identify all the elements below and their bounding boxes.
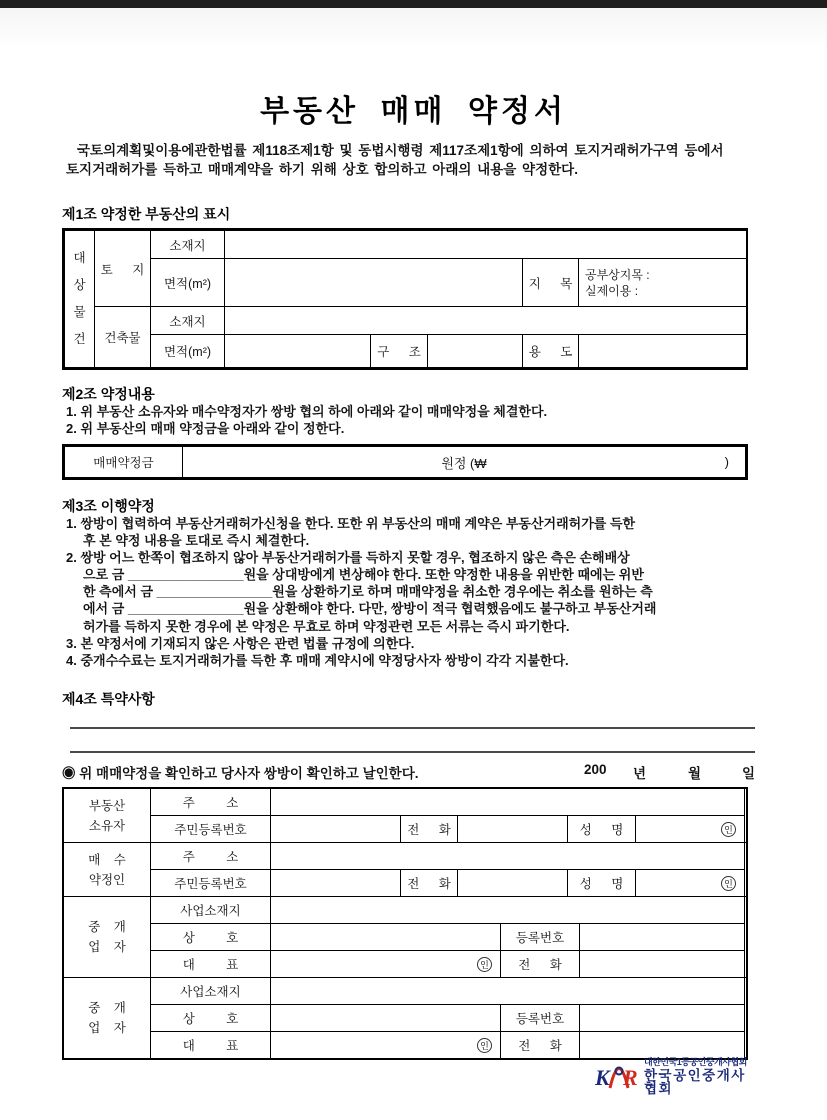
broker1-company-label: 상 호 [151,924,271,951]
owner-phone-label: 전 화 [401,816,458,843]
owner-label-line2: 소유자 [88,818,126,833]
jimok-official-label: 공부상지목 : [585,267,650,282]
broker2-office-value [271,978,745,1005]
broker2-label-line1: 중 개 [88,1001,126,1015]
broker2-phone-label: 전 화 [501,1032,580,1059]
broker1-group [64,896,746,978]
broker1-phone-value [580,951,745,978]
article3-items [66,515,778,669]
buyer-phone-value [458,870,568,897]
owner-name-label: 성 명 [568,816,636,843]
jimok-value-cell [579,259,747,307]
intro-line-1: 국토의계획및이용에관한법률 제118조제1항 및 동법시행령 제117조제1항에 의하여 토지거래허가구역 등에서 [77,143,724,158]
year-value: 200 [584,762,607,777]
price-paren-close: ) [724,454,729,470]
object-header-cell [65,231,95,368]
buyer-group [64,842,746,897]
building-area-value [225,335,371,368]
owner-group-cell [64,789,151,843]
broker1-office-label: 사업소재지 [151,897,271,924]
article3-line: 에서 금 ________________원을 상환해야 한다. 다만, 쌍방이 적극 협력했음에도 불구하고 부동산거래 [83,601,657,617]
buyer-rrn-value [271,870,401,897]
confirmation-bullet-icon: ◉ [62,766,76,781]
buyer-name-label: 성 명 [568,870,636,897]
article3-line: 2. 쌍방 어느 한쪽이 협조하지 않아 부동산거래허가를 득하지 못할 경우, 협조하지 않은 측은 손해배상 [66,550,630,566]
jimok-actual-label: 실제이용 : [585,283,639,298]
broker1-group-cell [64,897,151,978]
land-header-cell: 토 지 [95,231,151,307]
broker2-rep-label: 대 표 [151,1032,271,1059]
owner-rrn-value [271,816,401,843]
structure-label: 구 조 [371,335,428,368]
article4-heading: 제4조 특약사항 [62,691,155,707]
article2-items [66,403,776,437]
article3-line: 허가를 득하지 못한 경우에 본 약정은 무효로 하며 약정관련 모든 서류는 즉시 파기한다. [83,618,570,634]
price-table [62,444,748,480]
year-label: 년 [633,766,647,781]
object-header-label: 대상물건 [73,251,86,346]
building-header-cell: 건축물 [95,307,151,368]
broker2-phone-value [580,1032,745,1059]
article3-line: 4. 중개수수료는 토지거래허가를 득한 후 매매 계약시에 약정당사자 쌍방이 각각 지불한다. [66,652,569,668]
month-label: 월 [688,766,702,781]
land-area-label: 면적(m²) [151,259,225,307]
broker1-seal-icon: 인 [477,957,492,972]
jimok-label: 지 목 [523,259,579,307]
broker2-office-label: 사업소재지 [151,978,271,1005]
day-label: 일 [742,766,756,781]
broker1-rep-label: 대 표 [151,951,271,978]
building-area-label: 면적(m²) [151,335,225,368]
special-terms-line-1 [70,727,755,729]
window-top-bar [0,0,827,8]
owner-group [64,788,746,843]
price-value-cell [183,447,746,478]
owner-name-value [636,816,745,843]
broker1-company-value [271,924,501,951]
article3-line: 3. 본 약정서에 기재되지 않은 사항은 관련 법률 규정에 의한다. [66,635,415,651]
structure-value [428,335,523,368]
broker1-label-line1: 중 개 [88,920,126,934]
broker2-regno-label: 등록번호 [501,1005,580,1032]
buyer-rrn-label: 주민등록번호 [151,870,271,897]
buyer-group-cell [64,843,151,897]
broker2-group-cell [64,978,151,1059]
owner-address-label: 주 소 [151,789,271,816]
buyer-address-label: 주 소 [151,843,271,870]
association-logo [595,1056,755,1095]
owner-label-line1: 부동산 [88,798,126,813]
article1-heading: 제1조 약정한 부동산의 표시 [62,206,231,222]
article2-item-2: 2. 위 부동산의 매매 약정금을 아래와 같이 정한다. [66,421,345,436]
owner-seal-icon: 인 [721,822,736,837]
broker1-regno-label: 등록번호 [501,924,580,951]
signature-table [62,787,748,1060]
confirmation-text: 위 매매약정을 확인하고 당사자 쌍방이 확인하고 날인한다. [79,766,419,781]
association-name-small: 대한민국1등공인중개사협회 [644,1057,747,1067]
association-name-large: 한국공인중개사협회 [644,1068,746,1096]
broker2-label-line2: 업 자 [88,1021,126,1035]
broker2-regno-value [580,1005,745,1032]
article2-item-1: 1. 위 부동산 소유자와 매수약정자가 쌍방 협의 하에 아래와 같이 매매약정을 체결한다. [66,404,548,419]
special-terms-line-2 [70,751,755,753]
broker1-label-line2: 업 자 [88,940,126,954]
broker2-company-value [271,1005,501,1032]
svg-text:K: K [595,1064,610,1090]
page-top-shadow [0,8,827,48]
broker1-phone-label: 전 화 [501,951,580,978]
broker2-seal-icon: 인 [477,1038,492,1053]
price-currency-text: 원정 (₩ [441,455,487,471]
broker2-group [64,977,746,1059]
broker2-company-label: 상 호 [151,1005,271,1032]
article3-line: 으로 금 ________________원을 상대방에게 변상해야 한다. 또한 약정한 내용을 위반한 때에는 위반 [83,567,644,583]
article3-line: 한 측에서 금 ________________원을 상환하기로 하며 매매약정을 취소한 경우에는 취소를 원하는 측 [83,584,653,600]
buyer-name-value [636,870,745,897]
use-label: 용 도 [523,335,579,368]
land-location-value [225,231,747,259]
buyer-phone-label: 전 화 [401,870,458,897]
document-title: 부동산 매매 약정서 [260,95,567,128]
broker1-regno-value [580,924,745,951]
article2-heading: 제2조 약정내용 [62,386,155,402]
land-area-value [225,259,523,307]
building-location-label: 소재지 [151,307,225,335]
buyer-label-line2: 약정인 [88,872,126,887]
broker2-rep-value [271,1032,501,1059]
kar-logo-icon [595,1061,641,1091]
property-table [62,228,748,370]
intro-paragraph [66,141,772,179]
price-label: 매매약정금 [65,447,183,478]
intro-line-2: 토지거래허가를 득하고 매매계약을 하기 위해 상호 합의하고 아래의 내용을 약정한다. [66,162,578,177]
buyer-address-value [271,843,745,870]
use-value [579,335,747,368]
building-location-value [225,307,747,335]
buyer-seal-icon: 인 [721,876,736,891]
owner-rrn-label: 주민등록번호 [151,816,271,843]
owner-address-value [271,789,745,816]
article3-heading: 제3조 이행약정 [62,498,155,514]
svg-text:R: R [623,1064,638,1090]
article3-line: 1. 쌍방이 협력하여 부동산거래허가신청을 한다. 또한 위 부동산의 매매 계약은 부동산거래허가를 득한 [66,516,636,531]
owner-phone-value [458,816,568,843]
confirmation-line [62,762,756,782]
broker1-office-value [271,897,745,924]
broker1-rep-value [271,951,501,978]
buyer-label-line1: 매 수 [88,852,126,867]
land-location-label: 소재지 [151,231,225,259]
article3-line: 후 본 약정 내용을 토대로 즉시 체결한다. [83,533,310,549]
